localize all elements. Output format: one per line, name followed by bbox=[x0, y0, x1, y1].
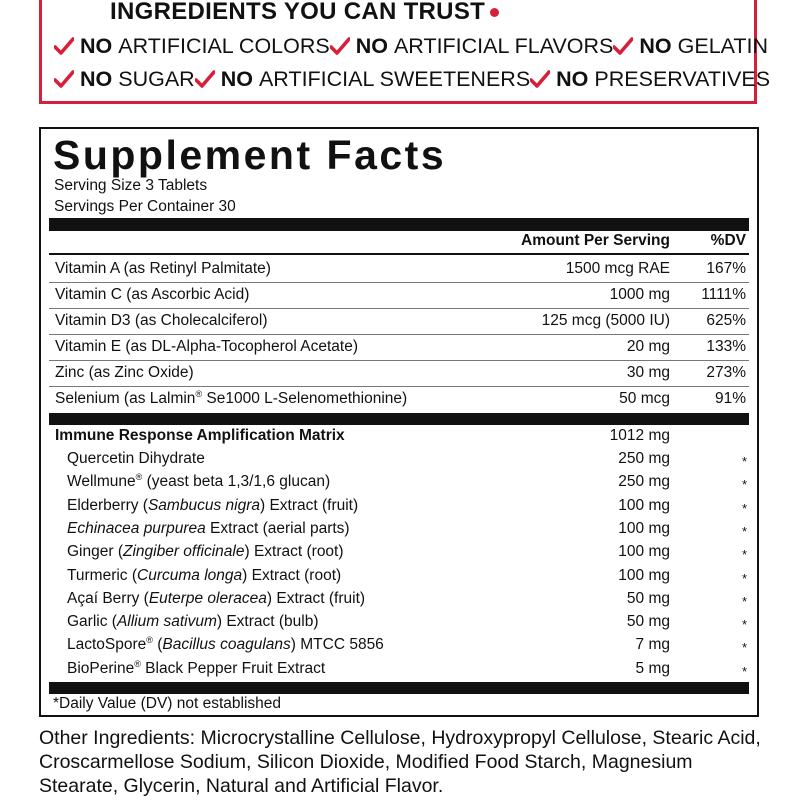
claim-no: NO bbox=[220, 67, 253, 91]
claim-text: PRESERVATIVES bbox=[594, 67, 771, 91]
checkmark-icon bbox=[54, 37, 74, 55]
nutrient-dv: 1111% bbox=[701, 286, 746, 303]
claim-text: ARTIFICIAL SWEETENERS bbox=[258, 67, 531, 91]
nutrient-dv: 133% bbox=[706, 338, 746, 355]
checkmark-icon bbox=[530, 70, 550, 88]
nutrient-name: Vitamin E (as DL-Alpha-Tocopherol Acetate) bbox=[55, 338, 358, 355]
nutrient-amount: 1000 mg bbox=[609, 286, 670, 303]
nutrient-name: Selenium (as Lalmin® Se1000 L-Selenomethionine) bbox=[55, 389, 408, 407]
dv-not-established-mark: * bbox=[741, 500, 747, 516]
matrix-row bbox=[49, 589, 749, 611]
trust-box bbox=[39, 0, 771, 104]
matrix-amount: 1012 mg bbox=[609, 427, 670, 444]
nutrient-name: Vitamin D3 (as Cholecalciferol) bbox=[55, 312, 268, 329]
trust-claim bbox=[54, 66, 195, 92]
ingredient-amount: 100 mg bbox=[618, 519, 670, 537]
amount-header: Amount Per Serving bbox=[521, 232, 670, 249]
nutrient-amount: 1500 mcg RAE bbox=[565, 260, 670, 277]
nutrient-dv: 167% bbox=[706, 260, 746, 277]
nutrient-amount: 20 mg bbox=[626, 338, 670, 355]
matrix-row bbox=[49, 542, 749, 564]
trust-claim bbox=[613, 33, 768, 59]
ingredient-amount: 5 mg bbox=[635, 659, 670, 677]
claim-no: NO bbox=[80, 34, 113, 58]
dv-not-established-mark: * bbox=[741, 663, 747, 679]
trust-title bbox=[102, 0, 507, 26]
matrix-name: Immune Response Amplification Matrix bbox=[55, 427, 345, 444]
ingredient-amount: 250 mg bbox=[618, 473, 670, 491]
supplement-facts-panel bbox=[39, 127, 759, 717]
dv-not-established-mark: * bbox=[741, 617, 747, 633]
claim-text: ARTIFICIAL FLAVORS bbox=[393, 34, 614, 58]
latin-name: Echinacea purpurea bbox=[67, 519, 206, 537]
latin-name: Zingiber officinale bbox=[123, 543, 245, 561]
registered-mark: ® bbox=[146, 635, 153, 646]
ingredient-name: Quercetin Dihydrate bbox=[67, 450, 205, 467]
nutrient-amount: 50 mcg bbox=[619, 390, 670, 407]
divider-thick bbox=[49, 413, 749, 425]
ingredient-name: BioPerine® Black Pepper Fruit Extract bbox=[67, 658, 326, 677]
trust-row-1 bbox=[54, 33, 769, 59]
other-ingredients: Other Ingredients: Microcrystalline Cellulose, Hydroxypropyl Cellulose, Stearic Acid, Croscarmellose Sodium, Silicon Dioxide, Modified Food Starch, Magnesium Stearate, Glycerin, Natural and Artificial Flavor. bbox=[39, 727, 761, 797]
ingredient-name: Ginger (Zingiber officinale) Extract (root) bbox=[67, 543, 344, 561]
ingredient-name: Açaí Berry (Euterpe oleracea) Extract (fruit) bbox=[67, 589, 366, 607]
nutrient-dv: 273% bbox=[706, 364, 746, 381]
latin-name: Euterpe oleracea bbox=[148, 589, 267, 607]
checkmark-icon bbox=[54, 70, 74, 88]
ingredient-amount: 7 mg bbox=[635, 636, 670, 654]
matrix-row bbox=[49, 612, 749, 634]
nutrient-row bbox=[49, 360, 749, 386]
servings-per-container: Servings Per Container 30 bbox=[54, 198, 236, 215]
checkmark-icon bbox=[195, 70, 215, 88]
trust-title-text: INGREDIENTS YOU CAN TRUST bbox=[110, 0, 486, 25]
nutrient-row bbox=[49, 282, 749, 308]
divider-thick bbox=[49, 682, 749, 694]
matrix-row bbox=[49, 472, 749, 494]
matrix-row bbox=[49, 635, 749, 657]
ingredient-amount: 250 mg bbox=[618, 450, 670, 467]
trust-claim bbox=[195, 66, 530, 92]
claim-no: NO bbox=[556, 67, 589, 91]
trust-row-2 bbox=[54, 66, 771, 92]
matrix-row bbox=[49, 566, 749, 588]
nutrient-row bbox=[49, 386, 749, 412]
ingredient-name: Garlic (Allium sativum) Extract (bulb) bbox=[67, 613, 319, 631]
claim-text: ARTIFICIAL COLORS bbox=[118, 34, 330, 58]
latin-name: Curcuma longa bbox=[137, 566, 243, 584]
nutrient-name: Vitamin A (as Retinyl Palmitate) bbox=[55, 260, 271, 277]
ingredient-name: Elderberry (Sambucus nigra) Extract (fruit) bbox=[67, 496, 359, 514]
matrix-row bbox=[49, 659, 749, 681]
matrix-row bbox=[49, 519, 749, 541]
claim-text: GELATIN bbox=[677, 34, 769, 58]
claim-no: NO bbox=[639, 34, 672, 58]
ingredient-amount: 50 mg bbox=[626, 613, 670, 631]
divider-header bbox=[49, 253, 749, 255]
trust-claim bbox=[54, 33, 330, 59]
claim-text: SUGAR bbox=[118, 67, 195, 91]
dv-not-established-mark: * bbox=[741, 593, 747, 609]
red-dot-icon bbox=[490, 8, 499, 17]
dv-not-established-mark: * bbox=[741, 523, 747, 539]
dv-not-established-mark: * bbox=[741, 547, 747, 563]
registered-mark: ® bbox=[134, 658, 141, 669]
claim-no: NO bbox=[355, 34, 388, 58]
matrix-row bbox=[49, 496, 749, 518]
claim-no: NO bbox=[80, 67, 113, 91]
nutrient-name: Zinc (as Zinc Oxide) bbox=[55, 364, 194, 381]
registered-mark: ® bbox=[195, 389, 203, 399]
checkmark-icon bbox=[330, 37, 350, 55]
nutrient-amount: 30 mg bbox=[626, 364, 670, 381]
ingredient-name: Echinacea purpurea Extract (aerial parts) bbox=[67, 519, 350, 537]
dv-not-established-mark: * bbox=[741, 570, 747, 586]
ingredient-amount: 100 mg bbox=[618, 543, 670, 561]
registered-mark: ® bbox=[135, 472, 143, 483]
ingredient-name: LactoSpore® (Bacillus coagulans) MTCC 5856 bbox=[67, 635, 384, 654]
nutrient-row bbox=[49, 308, 749, 334]
ingredient-amount: 100 mg bbox=[618, 496, 670, 514]
nutrient-row bbox=[49, 256, 749, 282]
ingredient-name: Wellmune® (yeast beta 1,3/1,6 glucan) bbox=[67, 472, 331, 491]
ingredient-name: Turmeric (Curcuma longa) Extract (root) bbox=[67, 566, 342, 584]
dv-footnote: *Daily Value (DV) not established bbox=[53, 695, 282, 712]
dv-not-established-mark: * bbox=[741, 640, 747, 656]
ingredient-amount: 100 mg bbox=[618, 566, 670, 584]
divider-thick bbox=[49, 218, 749, 231]
facts-title: Supplement Facts bbox=[53, 132, 447, 178]
dv-not-established-mark: * bbox=[741, 454, 747, 469]
dv-not-established-mark: * bbox=[741, 477, 747, 493]
serving-size: Serving Size 3 Tablets bbox=[54, 177, 208, 194]
latin-name: Allium sativum bbox=[116, 613, 217, 631]
nutrient-dv: 625% bbox=[706, 312, 746, 329]
nutrient-dv: 91% bbox=[714, 390, 746, 407]
dv-header: %DV bbox=[710, 232, 746, 249]
trust-claim bbox=[330, 33, 614, 59]
nutrient-amount: 125 mcg (5000 IU) bbox=[541, 312, 670, 329]
trust-claim bbox=[530, 66, 770, 92]
nutrient-row bbox=[49, 334, 749, 360]
checkmark-icon bbox=[613, 37, 633, 55]
latin-name: Sambucus nigra bbox=[147, 496, 260, 514]
ingredient-amount: 50 mg bbox=[626, 589, 670, 607]
nutrient-name: Vitamin C (as Ascorbic Acid) bbox=[55, 286, 250, 303]
matrix-row bbox=[49, 449, 749, 471]
latin-name: Bacillus coagulans bbox=[162, 636, 291, 654]
